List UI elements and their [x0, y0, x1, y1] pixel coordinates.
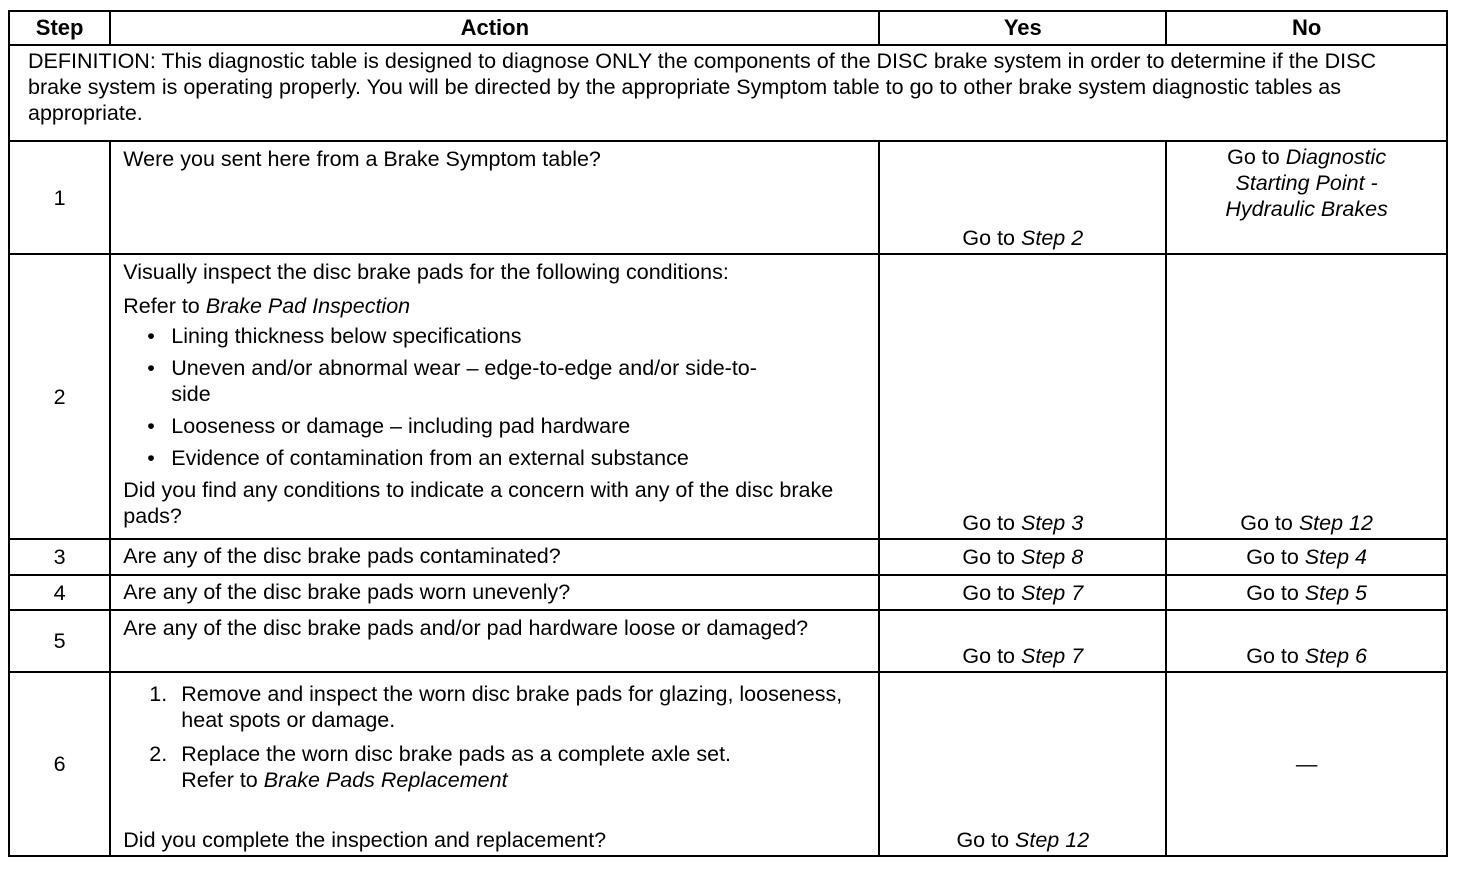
list-item	[123, 741, 868, 793]
no-cell	[1166, 672, 1447, 856]
action-question: Were you sent here from a Brake Symptom table?	[123, 147, 601, 171]
yes-cell	[879, 539, 1166, 575]
yes-cell	[879, 254, 1166, 539]
no-cell	[1166, 254, 1447, 539]
goto-prefix: Go to	[1246, 580, 1299, 605]
refer-line	[123, 293, 868, 319]
goto-prefix: Go to	[1246, 545, 1299, 569]
action-cell	[110, 575, 879, 610]
yes-cell	[879, 672, 1166, 856]
no-link[interactable]: Starting Point -	[1235, 171, 1378, 195]
yes-link[interactable]: Step 7	[1021, 580, 1084, 605]
condition-list	[123, 323, 868, 471]
item-number: 1.	[149, 682, 168, 706]
refer-prefix: Refer to	[181, 768, 258, 792]
no-link[interactable]: Step 6	[1304, 644, 1367, 668]
refer-link[interactable]: Brake Pads Replacement	[263, 768, 508, 792]
action-cell	[110, 672, 879, 856]
list-item	[123, 681, 868, 733]
no-cell	[1166, 575, 1447, 610]
step-number: 1	[9, 141, 110, 254]
no-link[interactable]: Diagnostic	[1285, 145, 1387, 169]
table-row	[9, 575, 1447, 610]
list-item: • Evidence of contamination from an external substance	[123, 445, 868, 471]
no-cell	[1166, 141, 1447, 254]
goto-prefix: Go to	[962, 644, 1016, 668]
table-row	[9, 672, 1447, 856]
yes-link[interactable]: Step 12	[1015, 828, 1090, 852]
action-cell	[110, 539, 879, 575]
step-number: 6	[9, 672, 110, 856]
action-question: Are any of the disc brake pads worn unevenly?	[123, 579, 571, 604]
action-question: Are any of the disc brake pads contaminated?	[123, 544, 561, 568]
table-row	[9, 539, 1447, 575]
goto-prefix: Go to	[956, 828, 1010, 852]
action-question: Did you complete the inspection and replacement?	[123, 828, 607, 852]
goto-prefix: Go to	[1227, 145, 1280, 169]
header-yes: Yes	[879, 11, 1166, 45]
yes-link[interactable]: Step 3	[1021, 511, 1084, 535]
goto-prefix: Go to	[962, 511, 1016, 535]
no-link[interactable]: Step 5	[1304, 580, 1367, 605]
table-row	[9, 141, 1447, 254]
yes-cell	[879, 610, 1166, 672]
goto-prefix: Go to	[1246, 644, 1299, 668]
table-row	[9, 610, 1447, 672]
action-cell	[110, 610, 879, 672]
no-link[interactable]: Hydraulic Brakes	[1225, 197, 1388, 221]
step-number: 2	[9, 254, 110, 539]
goto-prefix: Go to	[1240, 511, 1293, 535]
action-question: Did you find any conditions to indicate a concern with any of the disc brake pads?	[123, 478, 834, 528]
step-number: 3	[9, 539, 110, 575]
yes-link[interactable]: Step 7	[1021, 644, 1084, 668]
yes-cell	[879, 141, 1166, 254]
yes-link[interactable]: Step 2	[1021, 226, 1084, 250]
diagnostic-table	[8, 10, 1448, 857]
item-text: Replace the worn disc brake pads as a complete axle set.	[181, 742, 732, 766]
goto-prefix: Go to	[962, 226, 1016, 250]
action-question: Are any of the disc brake pads and/or pad hardware loose or damaged?	[123, 616, 809, 640]
yes-link[interactable]: Step 8	[1021, 545, 1084, 569]
list-item: • Lining thickness below specifications	[123, 323, 868, 349]
item-number: 2.	[149, 742, 168, 766]
refer-prefix: Refer to	[123, 294, 200, 318]
action-cell	[110, 254, 879, 539]
no-link[interactable]: Step 12	[1298, 511, 1373, 535]
step-number: 5	[9, 610, 110, 672]
table-row	[9, 254, 1447, 539]
definition-text: DEFINITION: This diagnostic table is designed to diagnose ONLY the components of the DISC brake system in order to determine if the DISC brake system is operating properly. You will be directed by the appropriate Symptom table to go to other brake system diagnostic tables as appropriate.	[9, 45, 1447, 141]
action-intro: Visually inspect the disc brake pads for the following conditions:	[123, 260, 729, 284]
header-no: No	[1166, 11, 1447, 45]
procedure-list	[123, 681, 868, 793]
header-step: Step	[9, 11, 110, 45]
item-text: Remove and inspect the worn disc brake pads for glazing, looseness, heat spots or damage.	[181, 682, 843, 732]
refer-link[interactable]: Brake Pad Inspection	[205, 294, 411, 318]
header-row	[9, 11, 1447, 45]
action-cell	[110, 141, 879, 254]
step-number: 4	[9, 575, 110, 610]
no-link[interactable]: Step 4	[1304, 545, 1367, 569]
goto-prefix: Go to	[962, 545, 1016, 569]
list-item: • Looseness or damage – including pad hardware	[123, 413, 868, 439]
list-item: • Uneven and/or abnormal wear – edge-to-edge and/or side-to-side	[123, 355, 868, 407]
definition-row	[9, 45, 1447, 141]
no-cell	[1166, 539, 1447, 575]
yes-cell	[879, 575, 1166, 610]
no-dash: —	[1295, 752, 1318, 776]
goto-prefix: Go to	[962, 580, 1016, 605]
no-cell	[1166, 610, 1447, 672]
header-action: Action	[110, 11, 879, 45]
